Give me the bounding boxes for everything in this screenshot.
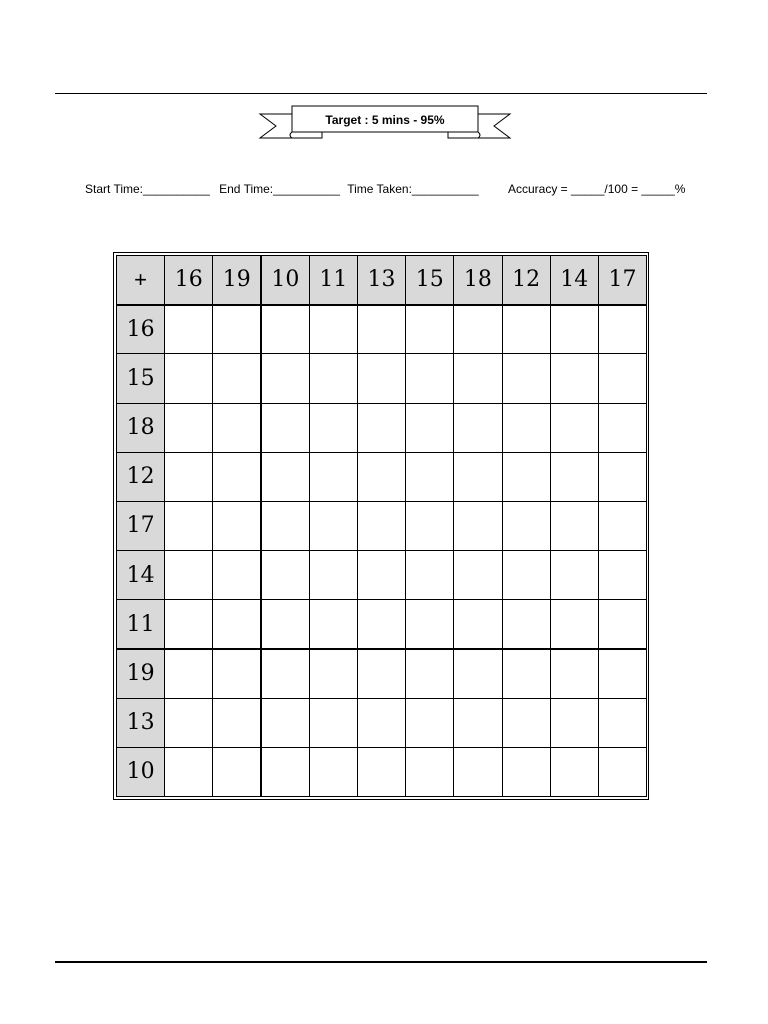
column-header: 10: [261, 256, 309, 305]
answer-cell[interactable]: [165, 354, 213, 403]
answer-cell[interactable]: [454, 501, 502, 550]
column-header: 16: [165, 256, 213, 305]
answer-cell[interactable]: [213, 354, 261, 403]
answer-cell[interactable]: [309, 747, 357, 796]
answer-cell[interactable]: [598, 698, 646, 747]
column-header: 15: [406, 256, 454, 305]
answer-cell[interactable]: [213, 649, 261, 698]
column-header: 18: [454, 256, 502, 305]
grid-row: [117, 649, 647, 698]
addition-grid: [116, 255, 647, 797]
column-header: 11: [309, 256, 357, 305]
answer-cell[interactable]: [309, 551, 357, 600]
answer-cell[interactable]: [406, 305, 454, 354]
answer-cell[interactable]: [213, 403, 261, 452]
answer-cell[interactable]: [406, 551, 454, 600]
grid-row: [117, 747, 647, 796]
answer-cell[interactable]: [598, 747, 646, 796]
answer-cell[interactable]: [261, 649, 309, 698]
grid-row: [117, 305, 647, 354]
answer-cell[interactable]: [357, 698, 405, 747]
answer-cell[interactable]: [165, 698, 213, 747]
answer-cell[interactable]: [213, 698, 261, 747]
answer-cell[interactable]: [261, 600, 309, 649]
start-time-field[interactable]: Start Time:__________: [85, 182, 210, 196]
row-header: 10: [117, 747, 165, 796]
answer-cell[interactable]: [165, 452, 213, 501]
row-header: 15: [117, 354, 165, 403]
answer-cell[interactable]: [550, 354, 598, 403]
answer-cell[interactable]: [357, 600, 405, 649]
answer-cell[interactable]: [261, 452, 309, 501]
answer-cell[interactable]: [550, 452, 598, 501]
answer-cell[interactable]: [261, 403, 309, 452]
answer-cell[interactable]: [309, 354, 357, 403]
answer-cell[interactable]: [502, 649, 550, 698]
answer-cell[interactable]: [406, 698, 454, 747]
answer-cell[interactable]: [454, 403, 502, 452]
answer-cell[interactable]: [357, 649, 405, 698]
answer-cell[interactable]: [165, 551, 213, 600]
grid-row: [117, 403, 647, 452]
grid-row: [117, 501, 647, 550]
header-row: [117, 256, 647, 305]
column-header: 12: [502, 256, 550, 305]
answer-cell[interactable]: [454, 600, 502, 649]
answer-cell[interactable]: [261, 747, 309, 796]
answer-cell[interactable]: [261, 305, 309, 354]
answer-cell[interactable]: [309, 403, 357, 452]
answer-cell[interactable]: [213, 551, 261, 600]
row-header: 18: [117, 403, 165, 452]
grid-row: [117, 698, 647, 747]
column-header: 14: [550, 256, 598, 305]
answer-cell[interactable]: [598, 600, 646, 649]
answer-cell[interactable]: [598, 501, 646, 550]
grid-row: [117, 600, 647, 649]
answer-cell[interactable]: [309, 600, 357, 649]
answer-cell[interactable]: [550, 698, 598, 747]
top-rule: [55, 93, 707, 94]
answer-cell[interactable]: [357, 452, 405, 501]
grid-row: [117, 452, 647, 501]
row-header: 13: [117, 698, 165, 747]
answer-cell[interactable]: [213, 747, 261, 796]
answer-cell[interactable]: [165, 501, 213, 550]
answer-cell[interactable]: [454, 698, 502, 747]
row-header: 19: [117, 649, 165, 698]
info-line: [85, 182, 705, 196]
column-header: 17: [598, 256, 646, 305]
answer-cell[interactable]: [213, 600, 261, 649]
answer-cell[interactable]: [309, 698, 357, 747]
answer-cell[interactable]: [406, 747, 454, 796]
row-header: 16: [117, 305, 165, 354]
answer-cell[interactable]: [502, 452, 550, 501]
answer-cell[interactable]: [550, 747, 598, 796]
accuracy-field[interactable]: Accuracy = _____/100 = _____%: [508, 182, 686, 196]
end-time-field[interactable]: End Time:__________: [219, 182, 340, 196]
answer-cell[interactable]: [502, 600, 550, 649]
answer-cell[interactable]: [261, 354, 309, 403]
answer-cell[interactable]: [502, 354, 550, 403]
answer-cell[interactable]: [213, 452, 261, 501]
answer-cell[interactable]: [454, 305, 502, 354]
answer-cell[interactable]: [165, 600, 213, 649]
answer-cell[interactable]: [550, 305, 598, 354]
answer-cell[interactable]: [406, 649, 454, 698]
answer-cell[interactable]: [357, 305, 405, 354]
answer-cell[interactable]: [598, 305, 646, 354]
target-banner: [258, 104, 512, 142]
answer-cell[interactable]: [598, 452, 646, 501]
grid-row: [117, 551, 647, 600]
answer-cell[interactable]: [309, 501, 357, 550]
target-text: Target : 5 mins - 95%: [325, 113, 445, 127]
answer-cell[interactable]: [357, 501, 405, 550]
answer-cell[interactable]: [213, 305, 261, 354]
answer-cell[interactable]: [598, 354, 646, 403]
answer-cell[interactable]: [550, 551, 598, 600]
answer-cell[interactable]: [598, 551, 646, 600]
answer-cell[interactable]: [406, 403, 454, 452]
answer-cell[interactable]: [454, 551, 502, 600]
answer-cell[interactable]: [598, 403, 646, 452]
answer-cell[interactable]: [550, 649, 598, 698]
operator-cell: +: [117, 256, 165, 305]
addition-grid-frame: [113, 252, 649, 800]
answer-cell[interactable]: [550, 403, 598, 452]
answer-cell[interactable]: [406, 354, 454, 403]
answer-cell[interactable]: [165, 403, 213, 452]
column-header: 19: [213, 256, 261, 305]
answer-cell[interactable]: [454, 747, 502, 796]
bottom-rule: [55, 961, 707, 963]
time-taken-field[interactable]: Time Taken:__________: [347, 182, 479, 196]
answer-cell[interactable]: [550, 600, 598, 649]
answer-cell[interactable]: [357, 403, 405, 452]
answer-cell[interactable]: [213, 501, 261, 550]
row-header: 14: [117, 551, 165, 600]
row-header: 17: [117, 501, 165, 550]
grid-row: [117, 354, 647, 403]
row-header: 12: [117, 452, 165, 501]
row-header: 11: [117, 600, 165, 649]
answer-cell[interactable]: [502, 305, 550, 354]
answer-cell[interactable]: [406, 452, 454, 501]
answer-cell[interactable]: [261, 551, 309, 600]
answer-cell[interactable]: [454, 354, 502, 403]
answer-cell[interactable]: [502, 698, 550, 747]
answer-cell[interactable]: [309, 305, 357, 354]
answer-cell[interactable]: [502, 551, 550, 600]
answer-cell[interactable]: [165, 649, 213, 698]
answer-cell[interactable]: [309, 649, 357, 698]
answer-cell[interactable]: [357, 747, 405, 796]
answer-cell[interactable]: [598, 649, 646, 698]
answer-cell[interactable]: [454, 452, 502, 501]
answer-cell[interactable]: [406, 600, 454, 649]
answer-cell[interactable]: [550, 501, 598, 550]
column-header: 13: [357, 256, 405, 305]
answer-cell[interactable]: [261, 698, 309, 747]
answer-cell[interactable]: [165, 747, 213, 796]
answer-cell[interactable]: [165, 305, 213, 354]
answer-cell[interactable]: [357, 354, 405, 403]
answer-cell[interactable]: [502, 403, 550, 452]
answer-cell[interactable]: [454, 649, 502, 698]
answer-cell[interactable]: [309, 452, 357, 501]
answer-cell[interactable]: [406, 501, 454, 550]
answer-cell[interactable]: [502, 501, 550, 550]
answer-cell[interactable]: [357, 551, 405, 600]
answer-cell[interactable]: [502, 747, 550, 796]
answer-cell[interactable]: [261, 501, 309, 550]
